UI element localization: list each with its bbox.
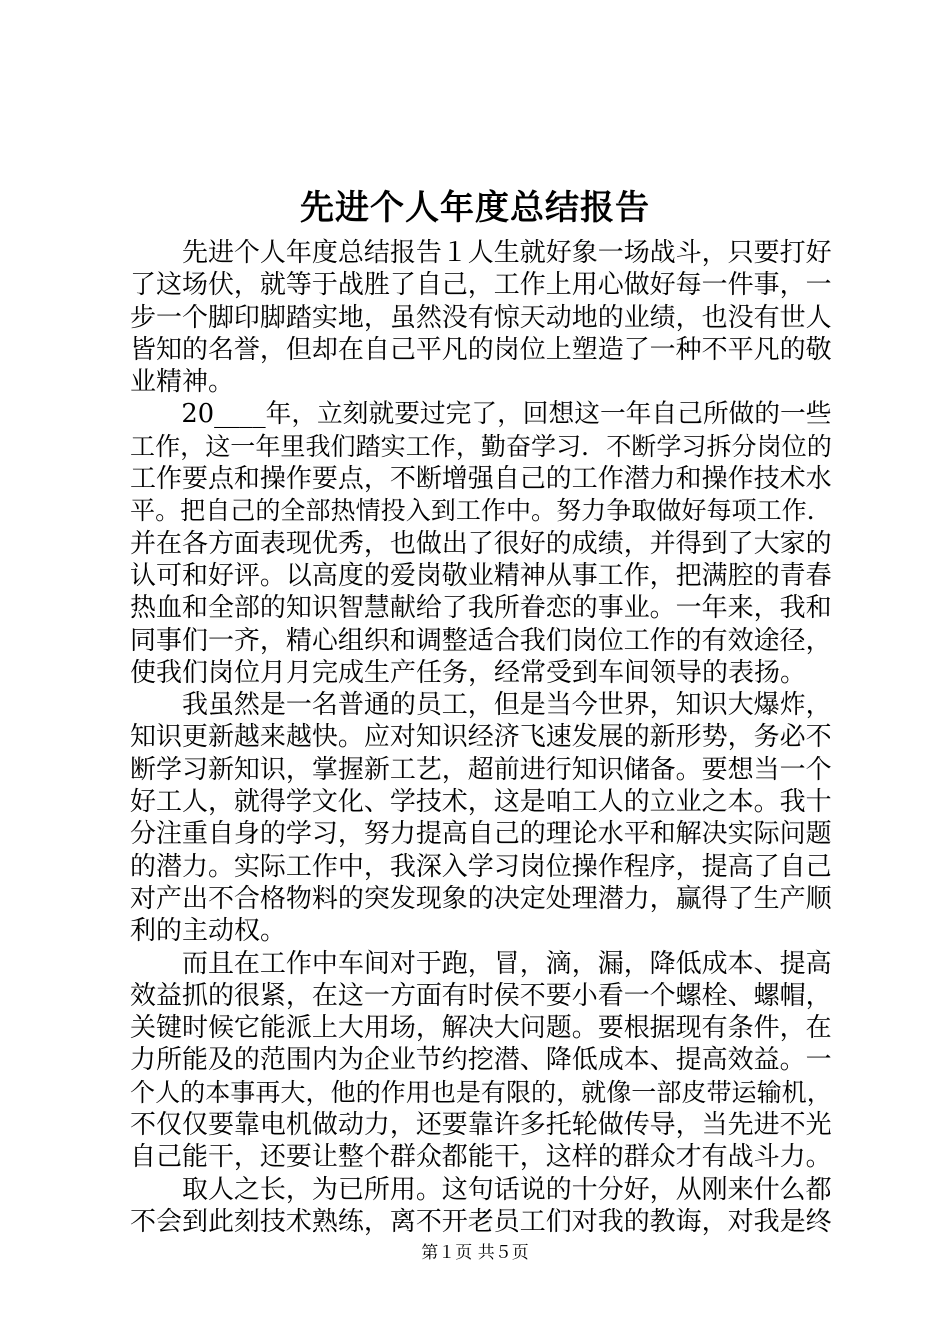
body-line: 自己能干，还要让整个群众都能干，这样的群众才有战斗力。 [130,1142,832,1173]
body-line: 使我们岗位月月完成生产任务，经常受到车间领导的表扬。 [130,657,807,688]
body-line: 热血和全部的知识智慧献给了我所眷恋的事业。一年来，我和 [130,593,832,624]
document-body [130,237,832,1238]
body-line: 关键时候它能派上大用场，解决大问题。要根据现有条件，在 [130,1013,832,1044]
page-number-footer: 第１页 共５页 [421,1243,529,1263]
body-line: 断学习新知识，掌握新工艺，超前进行知识储备。要想当一个 [130,754,832,785]
body-line: 认可和好评。以高度的爱岗敬业精神从事工作，把满腔的青春 [130,560,832,591]
body-line: 业精神。 [130,367,235,398]
body-line: 对产出不合格物料的突发现象的决定处理潜力，赢得了生产顺 [130,883,832,914]
body-line: 不会到此刻技术熟练，离不开老员工们对我的教诲，对我是终 [130,1206,832,1237]
body-line: 分注重自身的学习，努力提高自己的理论水平和解决实际问题 [130,819,832,850]
body-line: 先进个人年度总结报告１人生就好象一场战斗，只要打好 [130,238,832,268]
body-line: 取人之长，为已所用。这句话说的十分好，从刚来什么都 [130,1174,832,1205]
body-line: 力所能及的范围内为企业节约挖潜、降低成本、提高效益。一 [130,1045,832,1076]
body-line: 20____年，立刻就要过完了，回想这一年自己所做的一些 [130,399,832,430]
body-line: 平。把自己的全部热情投入到工作中。努力争取做好每项工作． [130,496,832,526]
body-line: 工作要点和操作要点，不断增强自己的工作潜力和操作技术水 [130,464,832,495]
body-line: 效益抓的很紧，在这一方面有时侯不要小看一个螺栓、螺帽， [130,980,832,1011]
document-title: 先进个人年度总结报告 [300,188,650,228]
body-line: 知识更新越来越快。应对知识经济飞速发展的新形势，务必不 [130,722,832,753]
body-line: 皆知的名誉，但却在自己平凡的岗位上塑造了一种不平凡的敬 [130,334,832,365]
body-line: 利的主动权。 [130,916,287,947]
body-line: 好工人，就得学文化、学技术，这是咱工人的立业之本。我十 [130,787,832,818]
body-line: 的潜力。实际工作中，我深入学习岗位操作程序，提高了自己 [130,851,832,882]
body-line: 不仅仅要靠电机做动力，还要靠许多托轮做传导，当先进不光 [130,1110,832,1141]
body-line: 同事们一齐，精心组织和调整适合我们岗位工作的有效途径， [130,625,832,656]
body-line: 工作，这一年里我们踏实工作，勤奋学习．不断学习拆分岗位的 [130,431,832,461]
body-line: 而且在工作中车间对于跑，冒，滴，漏，降低成本、提高 [130,948,832,979]
body-line: 我虽然是一名普通的员工，但是当今世界，知识大爆炸， [130,690,832,721]
body-line: 个人的本事再大，他的作用也是有限的，就像一部皮带运输机， [130,1077,832,1107]
body-line: 了这场伏，就等于战胜了自己，工作上用心做好每一件事，一 [130,270,832,301]
body-line: 并在各方面表现优秀，也做出了很好的成绩，并得到了大家的 [130,528,832,559]
body-line: 步一个脚印脚踏实地，虽然没有惊天动地的业绩，也没有世人 [130,302,832,333]
